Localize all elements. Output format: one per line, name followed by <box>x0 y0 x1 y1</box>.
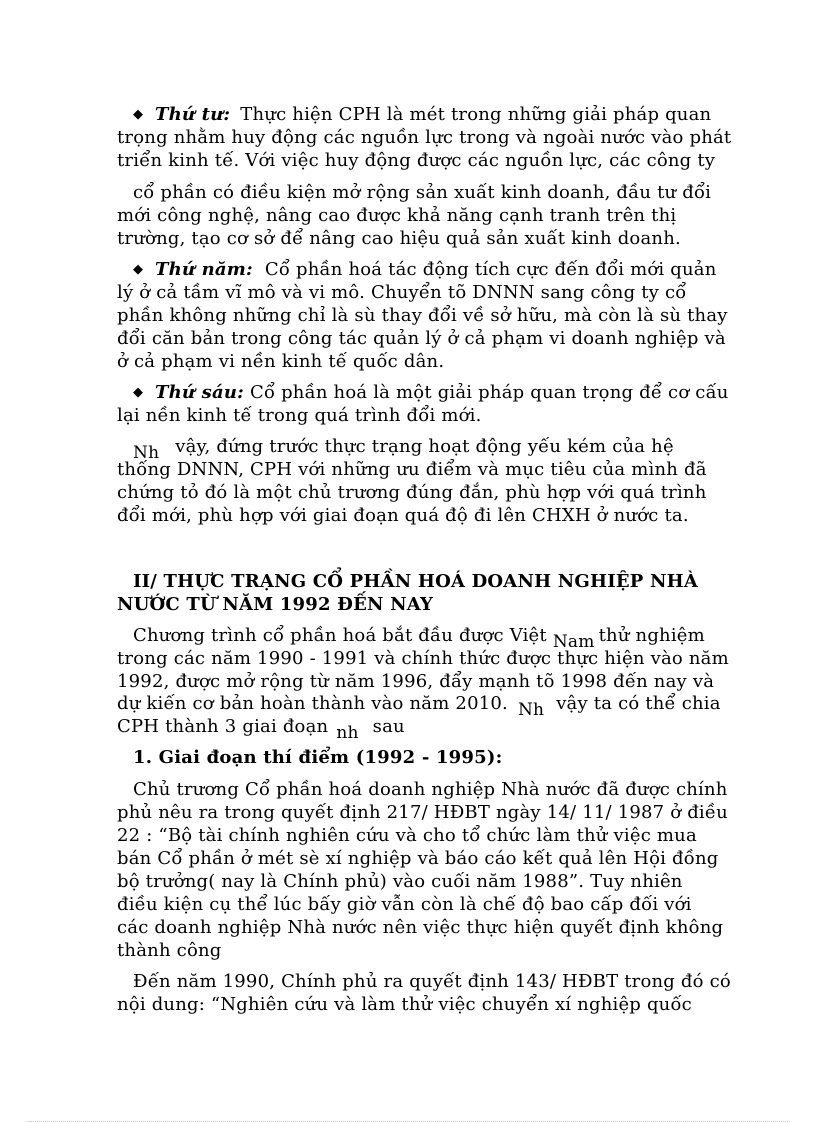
text-line: chứng tỏ đó là một chủ trương đúng đắn, phù hợp với quá trình <box>117 482 707 503</box>
text-line: Chương trình cổ phần hoá bắt đầu được Việt <box>133 625 547 646</box>
text-line: thành công <box>117 940 222 961</box>
text-line: nội dung: “Nghiên cứu và làm thử việc chuyển xí nghiệp quốc <box>117 994 692 1015</box>
text-line: Cổ phần hoá là một giải pháp quan trọng để cơ cấu <box>249 382 729 403</box>
text-line: 22 : “Bộ tài chính nghiên cứu và cho tổ chức làm thử việc mua <box>117 825 697 846</box>
text-line: thử nghiệm <box>598 625 705 646</box>
section-heading: II/ THỰC TRẠNG CỔ PHẦN HOÁ DOANH NGHIỆP NHÀ <box>133 571 698 592</box>
paragraph-chuong-trinh-line-5 <box>117 716 405 743</box>
garbled-text-fragment: Nh <box>517 700 545 720</box>
page-bottom-divider <box>28 1121 788 1122</box>
text-line: đổi mới, phù hợp với giai đoạn quá độ đi lên CHXH ở nước ta. <box>117 505 689 526</box>
text-line: ở cả phạm vi nền kinh tế quốc dân. <box>117 351 445 372</box>
section-heading: NƯỚC TỪ NĂM 1992 ĐẾN NAY <box>117 594 434 615</box>
text-line: CPH thành 3 giai đoạn <box>117 716 329 737</box>
subsection-heading: 1. Giai đoạn thí điểm (1992 - 1995): <box>133 747 503 768</box>
text-line: các doanh nghiệp Nhà nước nên việc thực hiện quyết định không <box>117 917 724 938</box>
text-line: Đến năm 1990, Chính phủ ra quyết định 143/ HĐBT trong đó có <box>133 971 731 992</box>
text-line: trong các năm 1990 - 1991 và chính thức được thực hiện vào năm <box>117 648 729 669</box>
paragraph-thu-nam-line-1 <box>133 259 717 281</box>
text-line: vậy ta có thể chia <box>556 693 721 714</box>
text-line: cổ phần có điều kiện mở rộng sản xuất kinh doanh, đầu tư đổi <box>133 182 712 203</box>
garbled-text-fragment: Nam <box>552 632 595 652</box>
text-line: dự kiến cơ bản hoàn thành vào năm 2010. <box>117 693 508 714</box>
garbled-text-fragment: nh <box>336 723 359 743</box>
text-line: điều kiện cụ thể lúc bấy giờ vẫn còn là chế độ bao cấp đối với <box>117 894 692 915</box>
item-label: Thứ năm: <box>155 259 253 280</box>
text-line: vậy, đứng trước thực trạng hoạt động yếu kém của hệ <box>175 436 674 457</box>
item-label: Thứ tư: <box>155 104 231 125</box>
text-line: bộ trưởng( nay là Chính phủ) vào cuối năm 1988”. Tuy nhiên <box>117 871 683 892</box>
text-line: phần không những chỉ là sù thay đổi về sở hữu, mà còn là sù thay <box>117 305 728 326</box>
paragraph-chuong-trinh-line-1 <box>133 625 705 652</box>
paragraph-thu-tu-line-1 <box>133 104 711 126</box>
garbled-text-fragment: Nh <box>133 443 160 463</box>
text-line: mới công nghệ, nâng cao được khả năng cạnh tranh trên thị <box>117 205 677 226</box>
paragraph-thu-sau-line-1 <box>133 382 729 404</box>
diamond-bullet-icon: ◆ <box>133 262 144 277</box>
item-label: Thứ sáu: <box>155 382 244 403</box>
paragraph-nh-vay-line-1 <box>133 436 674 463</box>
text-line: trọng nhằm huy động các nguồn lực trong và ngoài nước vào phát <box>117 127 732 148</box>
text-line: Chủ trương Cổ phần hoá doanh nghiệp Nhà nước đã được chính <box>133 779 728 800</box>
text-line: thống DNNN, CPH với những ưu điểm và mục tiêu của mình đã <box>117 459 707 480</box>
text-line: 1992, được mở rộng từ năm 1996, đẩy mạnh tõ 1998 đến nay và <box>117 671 715 692</box>
text-line: lý ở cả tầm vĩ mô và vi mô. Chuyển tõ DNNN sang công ty cổ <box>117 282 687 303</box>
paragraph-chuong-trinh-line-4 <box>117 693 721 720</box>
text-line: lại nền kinh tế trong quá trình đổi mới. <box>117 405 482 426</box>
text-line: triển kinh tế. Với việc huy động được các nguồn lực, các công ty <box>117 150 716 171</box>
text-line: Thực hiện CPH là mét trong những giải pháp quan <box>240 104 712 125</box>
diamond-bullet-icon: ◆ <box>133 385 144 400</box>
text-line: đổi căn bản trong công tác quản lý ở cả phạm vi doanh nghiệp và <box>117 328 726 349</box>
text-line: trường, tạo cơ sở để nâng cao hiệu quả sản xuất kinh doanh. <box>117 228 681 249</box>
text-line: Cổ phần hoá tác động tích cực đến đổi mới quản <box>264 259 717 280</box>
diamond-bullet-icon: ◆ <box>133 107 144 122</box>
text-line: sau <box>372 716 405 737</box>
text-line: bán Cổ phần ở mét sè xí nghiệp và báo cáo kết quả lên Hội đồng <box>117 848 719 869</box>
text-line: phủ nêu ra trong quyết định 217/ HĐBT ngày 14/ 11/ 1987 ở điều <box>117 802 728 823</box>
